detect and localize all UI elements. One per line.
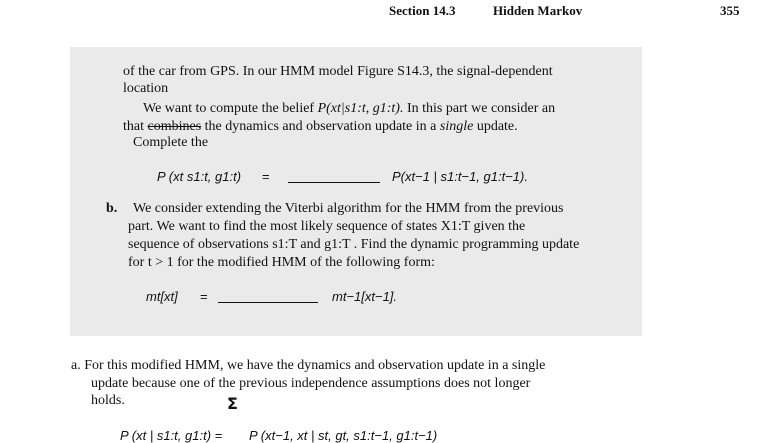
part-b-line-4: for t > 1 for the modified HMM of the following form:: [128, 255, 435, 270]
equation-2-blank: [218, 301, 318, 303]
equation-2-equals: =: [200, 289, 208, 304]
running-header-chapter: Hidden Markov: [493, 3, 583, 18]
equation-3-lhs: P (xt | s1:t, g1:t) =: [120, 428, 223, 443]
answer-a-line-1: a. For this modified HMM, we have the dynamics and observation update in a single: [71, 358, 546, 373]
answer-a-line-3: holds.: [91, 393, 125, 408]
running-header-section: Section 14.3: [389, 3, 456, 18]
equation-1-rhs: P(xt−1 | s1:t−1, g1:t−1).: [392, 169, 528, 184]
part-b-line-2: part. We want to find the most likely sequence of states X1:T given the: [128, 219, 526, 234]
question-text-line-4: [123, 119, 518, 135]
line3-suffix: In this part we consider an: [403, 101, 556, 116]
question-text-line-2: location: [123, 81, 169, 96]
part-b-label: b.: [106, 201, 118, 216]
question-text-line-3: [143, 101, 555, 117]
summation-symbol: Σ: [227, 394, 238, 413]
struck-word: combines: [147, 119, 202, 134]
question-text-line-1: of the car from GPS. In our HMM model Figure S14.3, the signal-dependent: [123, 64, 553, 79]
line3-prefix: We want to compute the belief: [143, 101, 318, 116]
part-b-line-3: sequence of observations s1:T and g1:T . Find the dynamic programming update: [128, 237, 580, 252]
equation-1-lhs: P (xt s1:t, g1:t): [157, 169, 242, 184]
line4-middle: the dynamics and observation update in a: [201, 119, 440, 134]
equation-2-lhs: mt[xt]: [146, 289, 178, 304]
part-b-line-1: We consider extending the Viterbi algorithm for the HMM from the previous: [133, 201, 564, 216]
question-text-line-5: Complete the: [133, 135, 209, 150]
emphasis-word: single: [439, 119, 474, 134]
answer-a-line-2: update because one of the previous independence assumptions does not longer: [91, 376, 531, 391]
equation-1-equals: =: [262, 169, 270, 184]
line4-suffix: update.: [473, 119, 518, 134]
belief-expression: P(xt|s1:t, g1:t).: [317, 101, 404, 116]
line4-prefix: that: [123, 119, 148, 134]
page-number: 355: [720, 3, 740, 18]
equation-2-rhs: mt−1[xt−1].: [332, 289, 398, 304]
equation-3-rhs: P (xt−1, xt | st, gt, s1:t−1, g1:t−1): [249, 428, 438, 443]
equation-1-blank: [288, 181, 380, 183]
